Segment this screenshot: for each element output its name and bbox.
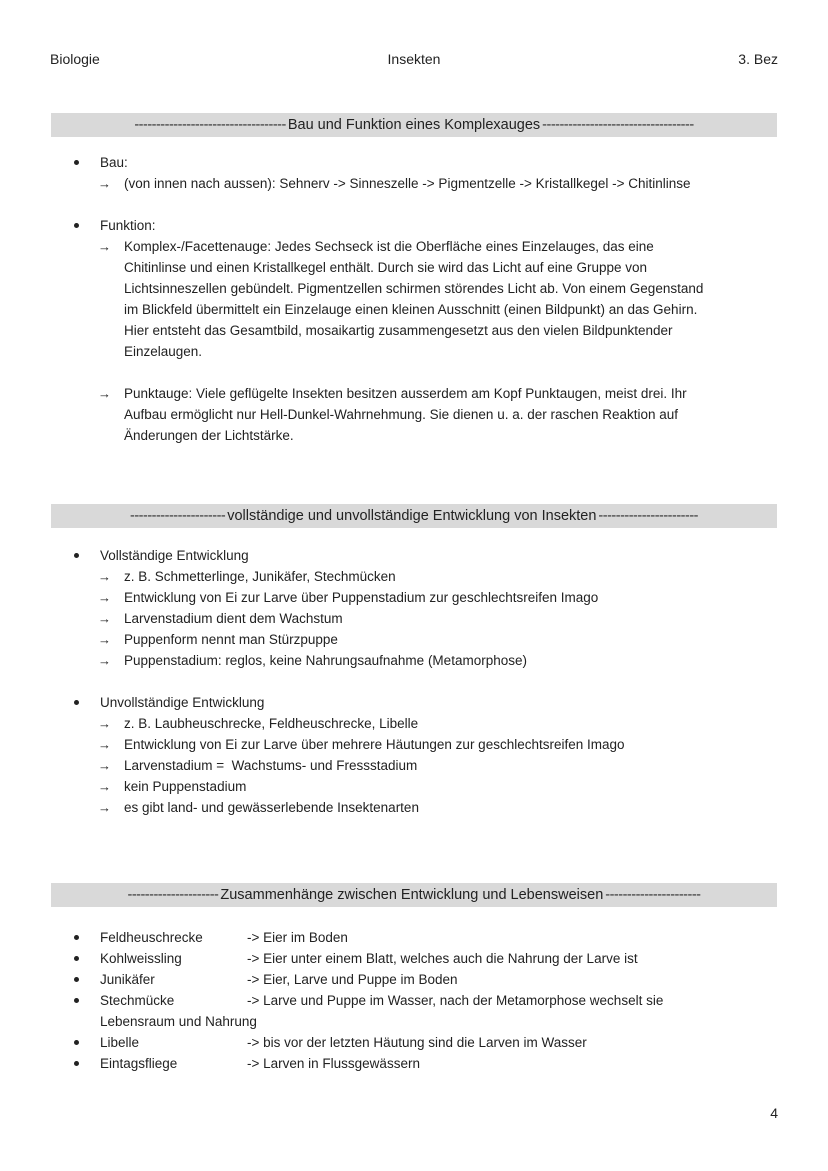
bullet-label: Bau:: [100, 155, 128, 170]
relation-description: -> Larve und Puppe im Wasser, nach der Metamorphose wechselt sie: [247, 993, 664, 1008]
bullet-dot-icon: [74, 700, 79, 705]
insect-name: Junikäfer: [100, 972, 155, 987]
relation-item: [74, 969, 784, 990]
text-line: Einzelaugen.: [124, 344, 203, 359]
arrow-item: [74, 776, 784, 797]
right-arrow-icon: →: [98, 716, 111, 731]
right-arrow-icon: →: [98, 239, 111, 254]
arrow-item-text: Puppenform nennt man Stürzpuppe: [124, 632, 338, 647]
arrow-item: [74, 629, 784, 650]
arrow-item-facettenauge: [74, 236, 784, 362]
arrow-item-text: kein Puppenstadium: [124, 779, 247, 794]
bullet-item-unvollstaendig: [74, 692, 784, 713]
header-topic: Insekten: [387, 51, 441, 67]
relation-item: [74, 948, 784, 969]
arrow-item: [74, 755, 784, 776]
bullet-label: Funktion:: [100, 218, 156, 233]
arrow-item: [74, 713, 784, 734]
insect-name: Eintagsfliege: [100, 1056, 178, 1071]
arrow-item-text: Entwicklung von Ei zur Larve über Puppenstadium zur geschlechtsreifen Imago: [124, 590, 599, 605]
section-title: Bau und Funktion eines Komplexauges: [287, 117, 541, 133]
relation-continuation: Lebensraum und Nahrung: [100, 1014, 257, 1029]
arrow-item: [74, 587, 784, 608]
header-class: 3. Bez: [738, 51, 778, 67]
section-body-komplexauge: [74, 152, 784, 446]
section-title: Zusammenhänge zwischen Entwicklung und Lebensweisen: [220, 887, 604, 903]
arrow-item: [74, 566, 784, 587]
right-arrow-icon: →: [98, 386, 111, 401]
bullet-item-funktion: [74, 215, 784, 236]
page-header: [50, 51, 778, 71]
arrow-item: [74, 608, 784, 629]
bullet-dot-icon: [74, 956, 79, 961]
arrow-item: [74, 797, 784, 818]
relation-description: -> Larven in Flussgewässern: [247, 1056, 420, 1071]
right-arrow-icon: →: [98, 758, 111, 773]
right-arrow-icon: →: [98, 569, 111, 584]
heading-dashes-right: -----------------------------------: [542, 117, 694, 133]
insect-name: Libelle: [100, 1035, 140, 1050]
relation-description: -> Eier im Boden: [247, 930, 348, 945]
section-body-entwicklung: [74, 545, 784, 818]
text-line: Punktauge: Viele geflügelte Insekten besitzen ausserdem am Kopf Punktaugen, meist drei. Ihr: [124, 386, 687, 401]
relation-item: [74, 927, 784, 948]
right-arrow-icon: →: [98, 632, 111, 647]
relation-description: -> Eier, Larve und Puppe im Boden: [247, 972, 458, 987]
relation-item: [74, 990, 784, 1011]
bullet-label: Unvollständige Entwicklung: [100, 695, 265, 710]
text-line: Änderungen der Lichtstärke.: [124, 428, 294, 443]
right-arrow-icon: →: [98, 737, 111, 752]
bullet-dot-icon: [74, 223, 79, 228]
section-body-zusammenhaenge: [74, 927, 784, 1074]
right-arrow-icon: →: [98, 800, 111, 815]
arrow-item: [74, 650, 784, 671]
bullet-dot-icon: [74, 160, 79, 165]
insect-name: Feldheuschrecke: [100, 930, 203, 945]
heading-dashes-left: ---------------------: [127, 887, 219, 903]
bullet-dot-icon: [74, 553, 79, 558]
bullet-item-bau: [74, 152, 784, 173]
relation-description: -> Eier unter einem Blatt, welches auch die Nahrung der Larve ist: [247, 951, 638, 966]
header-subject: Biologie: [50, 51, 100, 67]
insect-name: Stechmücke: [100, 993, 175, 1008]
bullet-dot-icon: [74, 1040, 79, 1045]
bullet-label: Vollständige Entwicklung: [100, 548, 249, 563]
arrow-item: [74, 173, 784, 194]
insect-name: Kohlweissling: [100, 951, 182, 966]
arrow-item: [74, 734, 784, 755]
bullet-dot-icon: [74, 977, 79, 982]
bullet-item-vollstaendig: [74, 545, 784, 566]
relation-description: -> bis vor der letzten Häutung sind die Larven im Wasser: [247, 1035, 587, 1050]
relation-item: [74, 1053, 784, 1074]
page-number: 4: [770, 1105, 778, 1121]
text-line: Komplex-/Facettenauge: Jedes Sechseck ist die Oberfläche eines Einzelauges, das eine: [124, 239, 654, 254]
heading-dashes-right: -----------------------: [598, 508, 698, 524]
right-arrow-icon: →: [98, 176, 111, 191]
arrow-item-text: z. B. Schmetterlinge, Junikäfer, Stechmücken: [124, 569, 396, 584]
text-line: Lichtsinneszellen gebündelt. Pigmentzellen schirmen störendes Licht ab. Von einem Gegenstand: [124, 281, 704, 296]
text-line: Chitinlinse und einen Kristallkegel enthält. Durch sie wird das Licht auf eine Gruppe von: [124, 260, 648, 275]
right-arrow-icon: →: [98, 779, 111, 794]
relation-item: [74, 1032, 784, 1053]
right-arrow-icon: →: [98, 590, 111, 605]
arrow-item-text: z. B. Laubheuschrecke, Feldheuschrecke, Libelle: [124, 716, 419, 731]
bullet-dot-icon: [74, 998, 79, 1003]
text-line: Hier entsteht das Gesamtbild, mosaikartig zusammengesetzt aus den vielen Bildpunktender: [124, 323, 673, 338]
heading-dashes-right: ----------------------: [605, 887, 701, 903]
heading-dashes-left: -----------------------------------: [134, 117, 286, 133]
arrow-item-text: es gibt land- und gewässerlebende Insektenarten: [124, 800, 419, 815]
bullet-dot-icon: [74, 935, 79, 940]
arrow-item-text: (von innen nach aussen): Sehnerv -> Sinneszelle -> Pigmentzelle -> Kristallkegel -> Chitinlinse: [124, 176, 691, 191]
bullet-dot-icon: [74, 1061, 79, 1066]
section-heading-zusammenhaenge: [51, 883, 777, 907]
right-arrow-icon: →: [98, 653, 111, 668]
arrow-item-text: Entwicklung von Ei zur Larve über mehrere Häutungen zur geschlechtsreifen Imago: [124, 737, 625, 752]
arrow-item-text: Larvenstadium = Wachstums- und Fressstadium: [124, 758, 418, 773]
arrow-item-text: Larvenstadium dient dem Wachstum: [124, 611, 343, 626]
right-arrow-icon: →: [98, 611, 111, 626]
heading-dashes-left: ----------------------: [130, 508, 226, 524]
arrow-item-punktauge: [74, 383, 784, 446]
text-line: Aufbau ermöglicht nur Hell-Dunkel-Wahrnehmung. Sie dienen u. a. der raschen Reaktion auf: [124, 407, 679, 422]
section-heading-entwicklung: [51, 504, 777, 528]
arrow-item-text: Puppenstadium: reglos, keine Nahrungsaufnahme (Metamorphose): [124, 653, 527, 668]
section-title: vollständige und unvollständige Entwicklung von Insekten: [227, 508, 597, 524]
section-heading-komplexauge: [51, 113, 777, 137]
text-line: im Blickfeld übermittelt ein Einzelauge einen kleinen Ausschnitt (einen Bildpunkt) an das Gehirn.: [124, 302, 698, 317]
